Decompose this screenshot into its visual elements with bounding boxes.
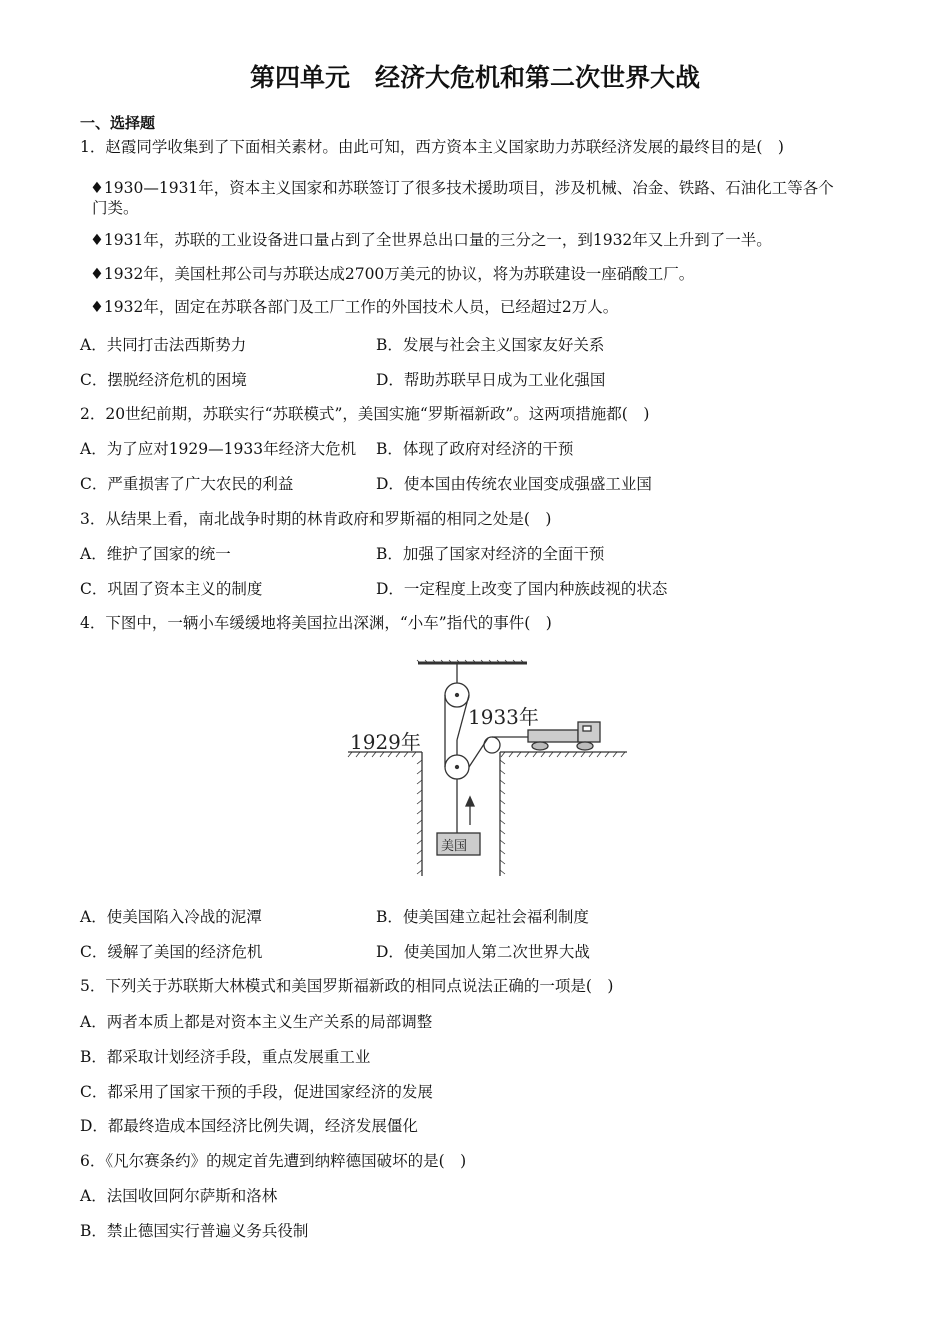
- question-6-stem: 6．《凡尔赛条约》的规定首先遭到纳粹德国破坏的是( ): [80, 1152, 467, 1170]
- option: B．发展与社会主义国家友好关系: [376, 336, 605, 354]
- material-3: ♦1932年，美国杜邦公司与苏联达成2700万美元的协议，将为苏联建设一座硝酸工厂。: [90, 265, 695, 283]
- question-4-stem: 4．下图中，一辆小车缓缓地将美国拉出深渊，“小车”指代的事件( ): [80, 614, 552, 632]
- option: D．帮助苏联早日成为工业化强国: [376, 371, 606, 389]
- option: A．法国收回阿尔萨斯和洛林: [80, 1187, 278, 1205]
- option: C．严重损害了广大农民的利益: [80, 475, 294, 493]
- material-1: ♦1930—1931年，资本主义国家和苏联签订了很多技术援助项目，涉及机械、冶金、铁路、石油化工等各个: [90, 179, 834, 197]
- option: C．巩固了资本主义的制度: [80, 580, 263, 598]
- question-2-stem: 2．20世纪前期，苏联实行“苏联模式”，美国实施“罗斯福新政”。这两项措施都( ): [80, 405, 650, 423]
- option: B．禁止德国实行普遍义务兵役制: [80, 1222, 309, 1240]
- section-heading: 一、选择题: [80, 114, 156, 132]
- label-1933: 1933年: [468, 705, 539, 729]
- label-usa: 美国: [441, 839, 468, 854]
- option: A．使美国陷入冷战的泥潭: [80, 908, 262, 926]
- material-1-cont: 门类。: [92, 199, 139, 217]
- question-1-stem: 1．赵霞同学收集到了下面相关素材。由此可知，西方资本主义国家助力苏联经济发展的最终目的是( ): [80, 138, 784, 156]
- option: A．为了应对1929—1933年经济大危机: [80, 440, 357, 458]
- material-2: ♦1931年，苏联的工业设备进口量占到了全世界总出口量的三分之一，到1932年又上升到了一半。: [90, 231, 772, 249]
- label-1929: 1929年: [350, 730, 421, 754]
- question-5-stem: 5．下列关于苏联斯大林模式和美国罗斯福新政的相同点说法正确的一项是( ): [80, 977, 614, 995]
- option: A．共同打击法西斯势力: [80, 336, 247, 354]
- option: C．都采用了国家干预的手段，促进国家经济的发展: [80, 1083, 433, 1101]
- material-4: ♦1932年，固定在苏联各部门及工厂工作的外国技术人员，已经超过2万人。: [90, 298, 619, 316]
- option: A．两者本质上都是对资本主义生产关系的局部调整: [80, 1013, 433, 1031]
- option: C．摆脱经济危机的困境: [80, 371, 247, 389]
- question-3-stem: 3．从结果上看，南北战争时期的林肯政府和罗斯福的相同之处是( ): [80, 510, 552, 528]
- option: B．体现了政府对经济的干预: [376, 440, 574, 458]
- option: D．一定程度上改变了国内种族歧视的状态: [376, 580, 668, 598]
- option: D．使美国加人第二次世界大战: [376, 943, 590, 961]
- option: C．缓解了美国的经济危机: [80, 943, 263, 961]
- option: B．都采取计划经济手段，重点发展重工业: [80, 1048, 371, 1066]
- option: B．使美国建立起社会福利制度: [376, 908, 589, 926]
- option: A．维护了国家的统一: [80, 545, 231, 563]
- option: B．加强了国家对经济的全面干预: [376, 545, 605, 563]
- option: D．都最终造成本国经济比例失调，经济发展僵化: [80, 1117, 418, 1135]
- option: D．使本国由传统农业国变成强盛工业国: [376, 475, 652, 493]
- page-title: 第四单元 经济大危机和第二次世界大战: [249, 63, 700, 92]
